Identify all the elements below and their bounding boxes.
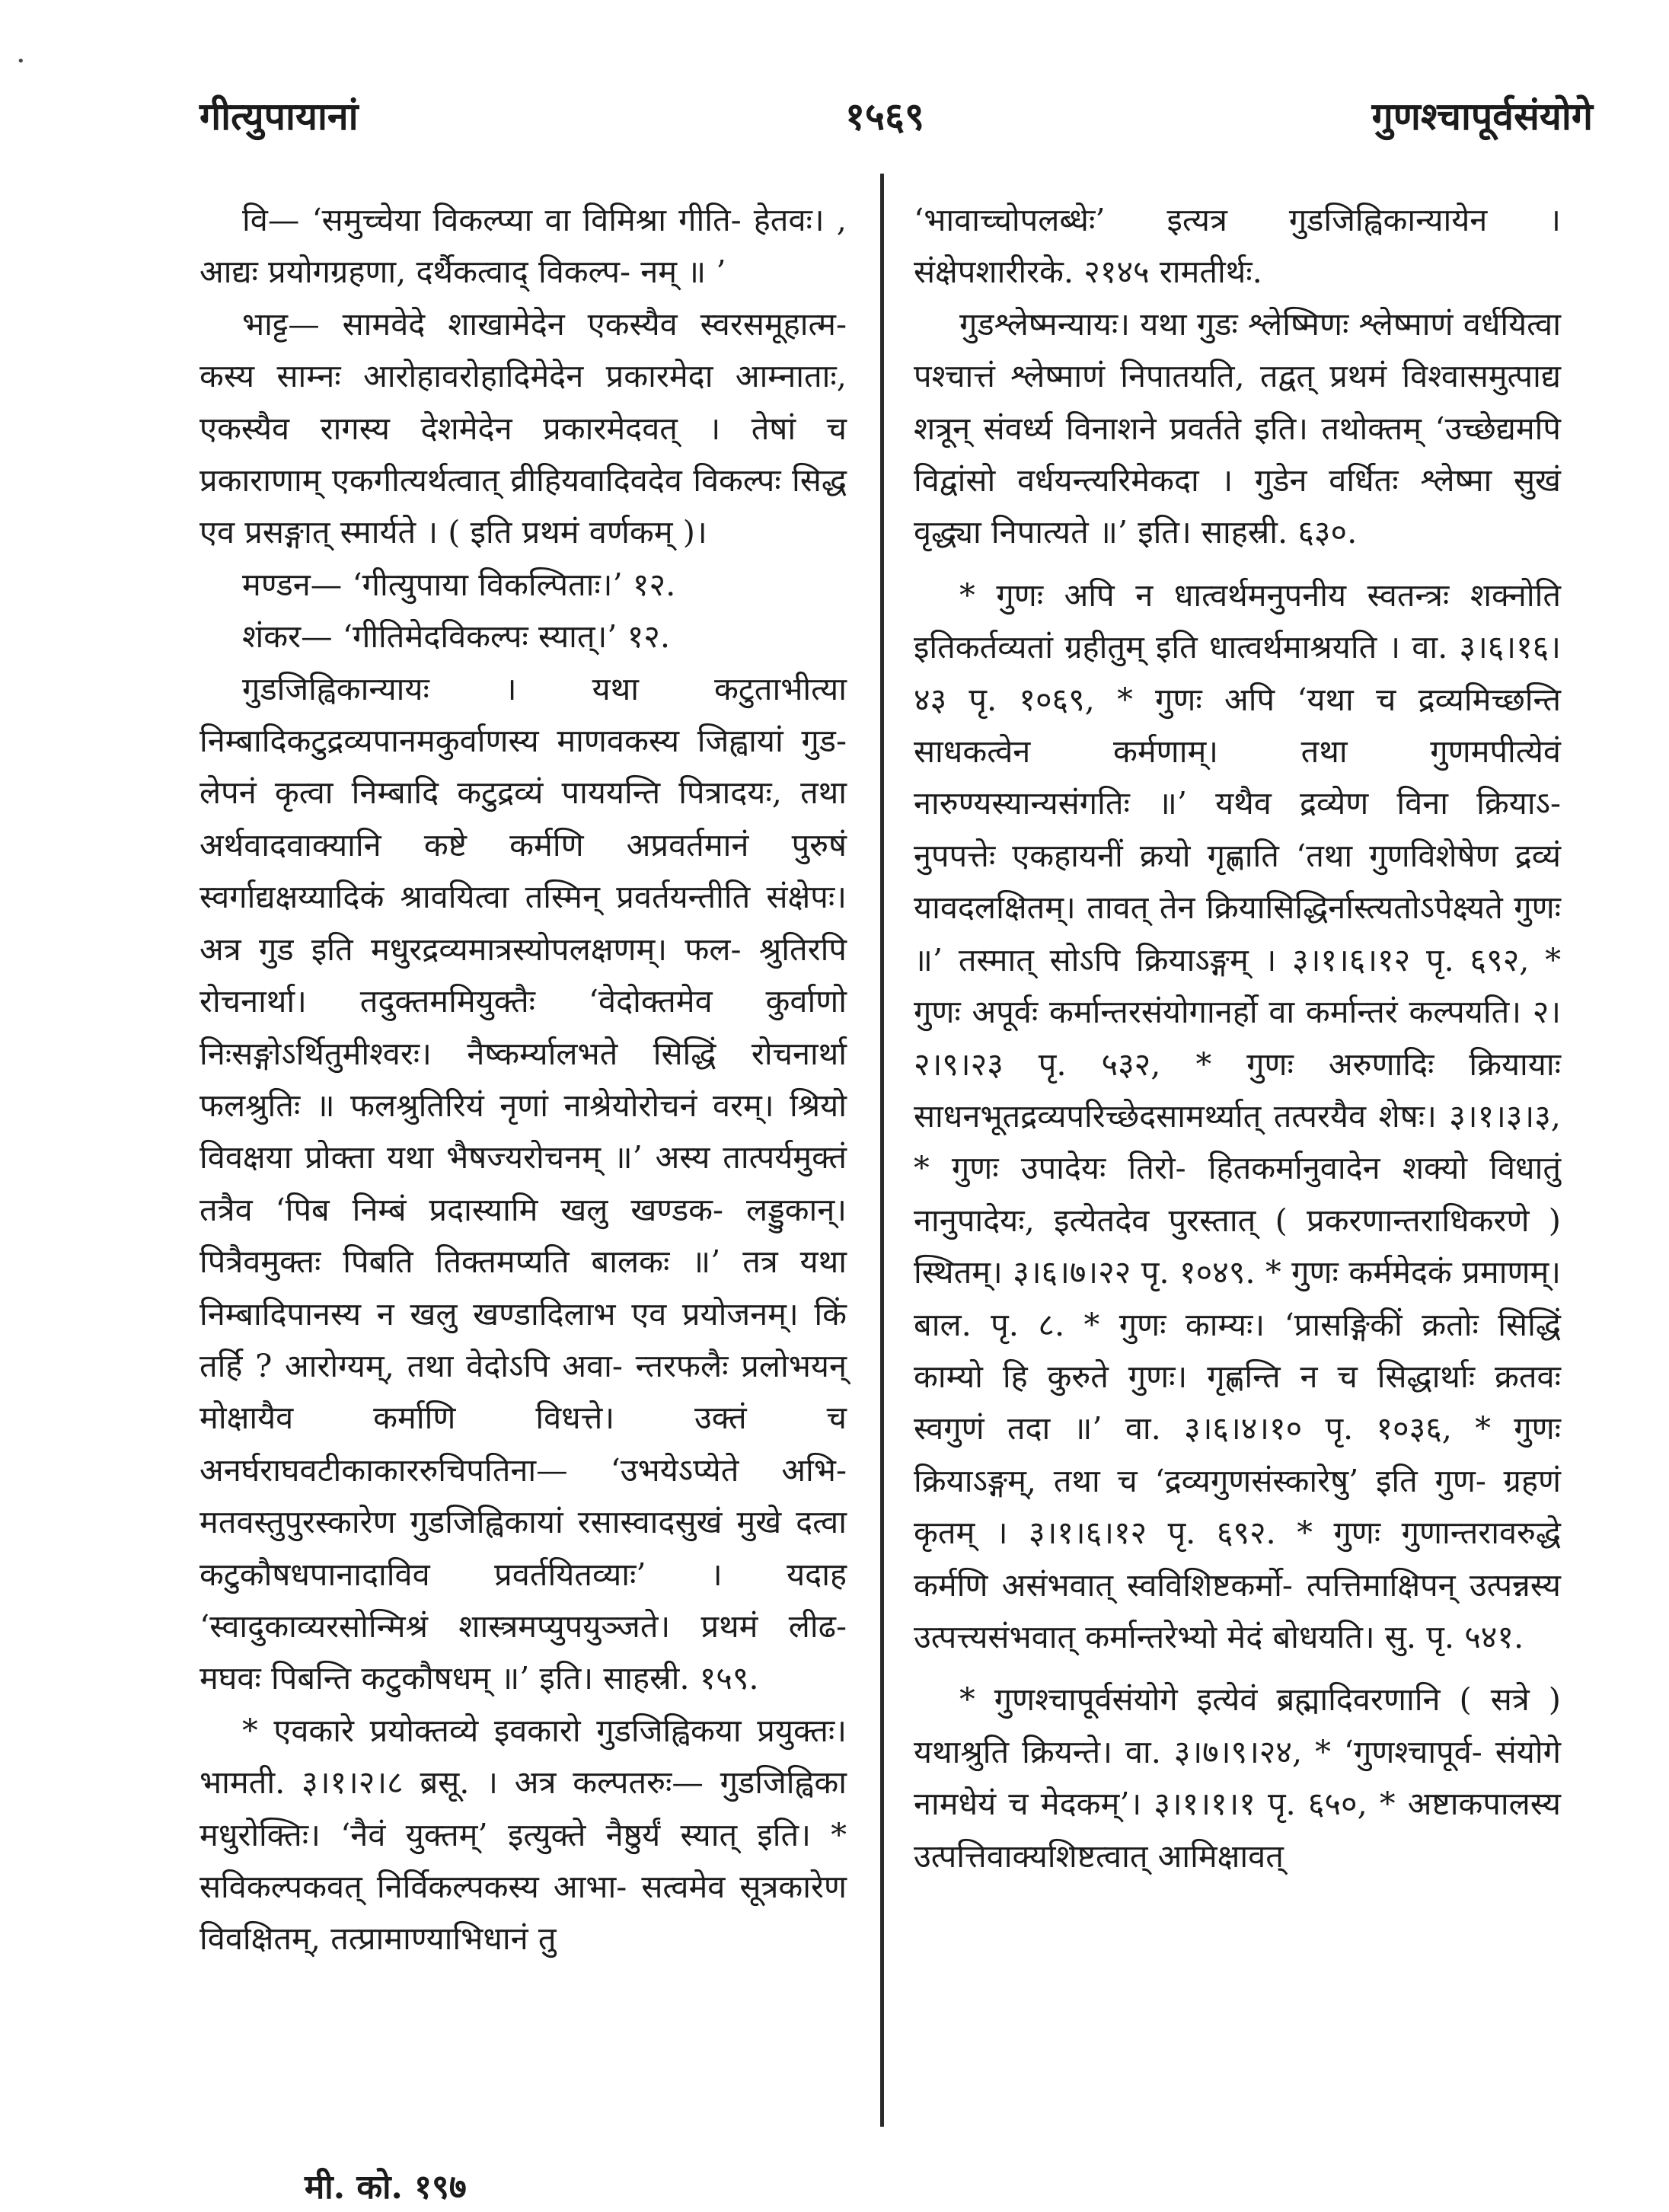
paragraph-bhatta: भाट्ट— सामवेदे शाखामेदेन एकस्यैव स्वरसमूहात्म- कस्य साम्नः आरोहावरोहादिमेदेन प्रकारमेदा आम्नाताः, एकस्यैव रागस्य देशमेदेन प्रकारमेदवत् । तेषां च प्रकाराणाम् एकगीत्यर्थत्वात् व्रीहियवादिवदेव विकल्पः सिद्ध एव प्रसङ्गात् स्मार्यते । ( इति प्रथमं वर्णकम् )। xyxy=(199,305,847,551)
entry-gunashcapurvasamyoge: * गुणश्चापूर्वसंयोगे इत्येवं ब्रह्मादिवरणानि ( सत्रे ) यथाश्रुति क्रियन्ते। वा. ३।७।९।२४, * ‘गुणश्चापूर्व- संयोगे नामधेयं च मेदकम्’। ३।१।१।१ पृ. ६५०, * अष्टाकपालस्य उत्पत्तिवाक्यशिष्टत्वात् आमिक्षावत् xyxy=(914,1681,1561,1875)
entry-evakara: * एवकारे प्रयोक्तव्ये इवकारो गुडजिह्विकया प्रयुक्तः। भामती. ३।१।२।८ ब्रसू. । अत्र कल्पतरुः— गुडजिह्विका मधुरोक्तिः। ‘नैवं युक्तम्’ इत्युक्ते नैष्ठुर्यं स्यात् इति। * सविकल्पकवत् निर्विकल्पकस्य आभा- सत्वमेव सूत्रकारेण विवक्षितम्, तत्प्रामाण्याभिधानं तु xyxy=(199,1711,847,1958)
signature-footer: मी. को. १९७ xyxy=(305,2168,467,2207)
entry-gudashleshma-nyaya: गुडश्लेष्मन्यायः। यथा गुडः श्लेष्मिणः श्लेष्माणं वर्धयित्वा पश्चात्तं श्लेष्माणं निपातयति, तद्वत् प्रथमं विश्वासमुत्पाद्य शत्रून् संवर्ध्य विनाशने प्रवर्तते इति। तथोक्तम् ‘उच्छेद्यमपि विद्वांसो वर्धयन्त्यरिमेकदा । गुडेन वर्धितः श्लेष्मा सुखं वृद्ध्या निपात्यते ॥’ इति। साहस्री. ६३०. xyxy=(914,305,1561,551)
paragraph-shankara: शंकर— ‘गीतिमेदविकल्पः स्यात्।’ १२. xyxy=(242,618,671,656)
entry-gunah: * गुणः अपि न धात्वर्थमनुपनीय स्वतन्त्रः शक्नोति इतिकर्तव्यतां ग्रहीतुम् इति धात्वर्थमाश्रयति । वा. ३।६।१६।४३ पृ. १०६९, * गुणः अपि ‘यथा च द्रव्यमिच्छन्ति साधकत्वेन कर्मणाम्। तथा गुणमपीत्येवं नारुण्यस्यान्यसंगतिः ॥’ यथैव द्रव्येण विना क्रियाऽ- नुपपत्तेः एकहायनीं क्रयो गृह्णाति ‘तथा गुणविशेषेण द्रव्यं यावदलक्षितम्। तावत् तेन क्रियासिद्धिर्नास्त्यतोऽपेक्ष्यते गुणः ॥’ तस्मात् सोऽपि क्रियाऽङ्गम् । ३।१।६।१२ पृ. ६९२, * गुणः अपूर्वः कर्मान्तरसंयोगानर्हो वा कर्मान्तरं कल्पयति। २।२।९।२३ पृ. ५३२, * गुणः अरुणादिः क्रियायाः साधनभूतद्रव्यपरिच्छेदसामर्थ्यात् तत्परयैव शेषः। ३।१।३।३, * गुणः उपादेयः तिरो- हितकर्मानुवादेन शक्यो विधातुं नानुपादेयः, इत्येतदेव पुरस्तात् ( प्रकरणान्तराधिकरणे ) स्थितम्। ३।६।७।२२ पृ. १०४९. * गुणः कर्ममेदकं प्रमाणम्। बाल. पृ. ८. * गुणः काम्यः। ‘प्रासङ्गिकीं क्रतोः सिद्धिं काम्यो हि कुरुते गुणः। गृह्णन्ति न च सिद्धार्थाः क्रतवः स्वगुणं तदा ॥’ वा. ३।६।४।१० पृ. १०३६, * गुणः क्रियाऽङ्गम्, तथा च ‘द्रव्यगुणसंस्कारेषु’ इति गुण- ग्रहणं कृतम् । ३।१।६।१२ पृ. ६९२. * गुणः गुणान्तरावरुद्धे कर्मणि असंभवात् स्वविशिष्टकर्मो- त्पत्तिमाक्षिपन् उत्पन्नस्य उत्पत्त्यसंभवात् कर्मान्तरेभ्यो मेदं बोधयति। सु. पृ. ५४१. xyxy=(914,576,1561,1655)
spacer xyxy=(914,559,1561,570)
paragraph-vi: वि— ‘समुच्चेया विकल्प्या वा विमिश्रा गीति- हेतवः। , आद्यः प्रयोगग्रहणा, दर्थैकत्वाद् विकल्प- नम् ॥ ’ xyxy=(199,201,847,291)
right-column xyxy=(914,194,1561,1882)
column-divider xyxy=(880,174,884,2127)
paragraph-mandana: मण्डन— ‘गीत्युपाया विकल्पिताः।’ १२. xyxy=(242,565,676,603)
spacer xyxy=(914,1663,1561,1674)
running-header-left: गीत्युपायानां xyxy=(199,94,359,139)
page-number: १५६९ xyxy=(845,94,924,139)
entry-gudajihvika-nyaya: गुडजिह्विकान्यायः । यथा कटुताभीत्या निम्बादिकटुद्रव्यपानमकुर्वाणस्य माणवकस्य जिह्वायां गुड- लेपनं कृत्वा निम्बादि कटुद्रव्यं पाययन्ति पित्रादयः, तथा अर्थवादवाक्यानि कष्टे कर्मणि अप्रवर्तमानं पुरुषं स्वर्गाद्यक्षय्यादिकं श्रावयित्वा तस्मिन् प्रवर्तयन्तीति संक्षेपः। अत्र गुड इति मधुरद्रव्यमात्रस्योपलक्षणम्। फल- श्रुतिरपि रोचनार्था। तदुक्तममियुक्तैः ‘वेदोक्तमेव कुर्वाणो निःसङ्गोऽर्थितुमीश्वरः। नैष्कर्म्यालभते सिद्धिं रोचनार्था फलश्रुतिः ॥ फलश्रुतिरियं नृणां नाश्रेयोरोचनं वरम्। श्रियो विवक्षया प्रोक्ता यथा भैषज्यरोचनम् ॥’ अस्य तात्पर्यमुक्तं तत्रैव ‘पिब निम्बं प्रदास्यामि खलु खण्डक- लड्डुकान्। पित्रैवमुक्तः पिबति तिक्तमप्यति बालकः ॥’ तत्र यथा निम्बादिपानस्य न खलु खण्डादिलाभ एव प्रयोजनम्। किं तर्हि ? आरोग्यम्, तथा वेदोऽपि अवा- न्तरफलैः प्रलोभयन् मोक्षायैव कर्माणि विधत्ते। उक्तं च अनर्घराघवटीकाकाररुचिपतिना— ‘उभयेऽप्येते अभि- मतवस्तुपुरस्कारेण गुडजिह्विकायां रसास्वादसुखं मुखे दत्वा कटुकौषधपानादाविव प्रवर्तयितव्याः’ । यदाह ‘स्वादुकाव्यरसोन्मिश्रं शास्त्रमप्युपयुञ्जते। प्रथमं लीढ- मघवः पिबन्ति कटुकौषधम् ॥’ इति। साहस्री. १५९. xyxy=(199,669,847,1697)
margin-mark: • xyxy=(17,53,25,69)
paragraph-continuation: ‘भावाच्चोपलब्धेः’ इत्यत्र गुडजिह्विकान्यायेन । संक्षेपशारीरके. २१४५ रामतीर्थः. xyxy=(914,201,1561,291)
left-column xyxy=(199,194,847,1965)
running-header-right: गुणश्चापूर्वसंयोगे xyxy=(1371,94,1593,139)
